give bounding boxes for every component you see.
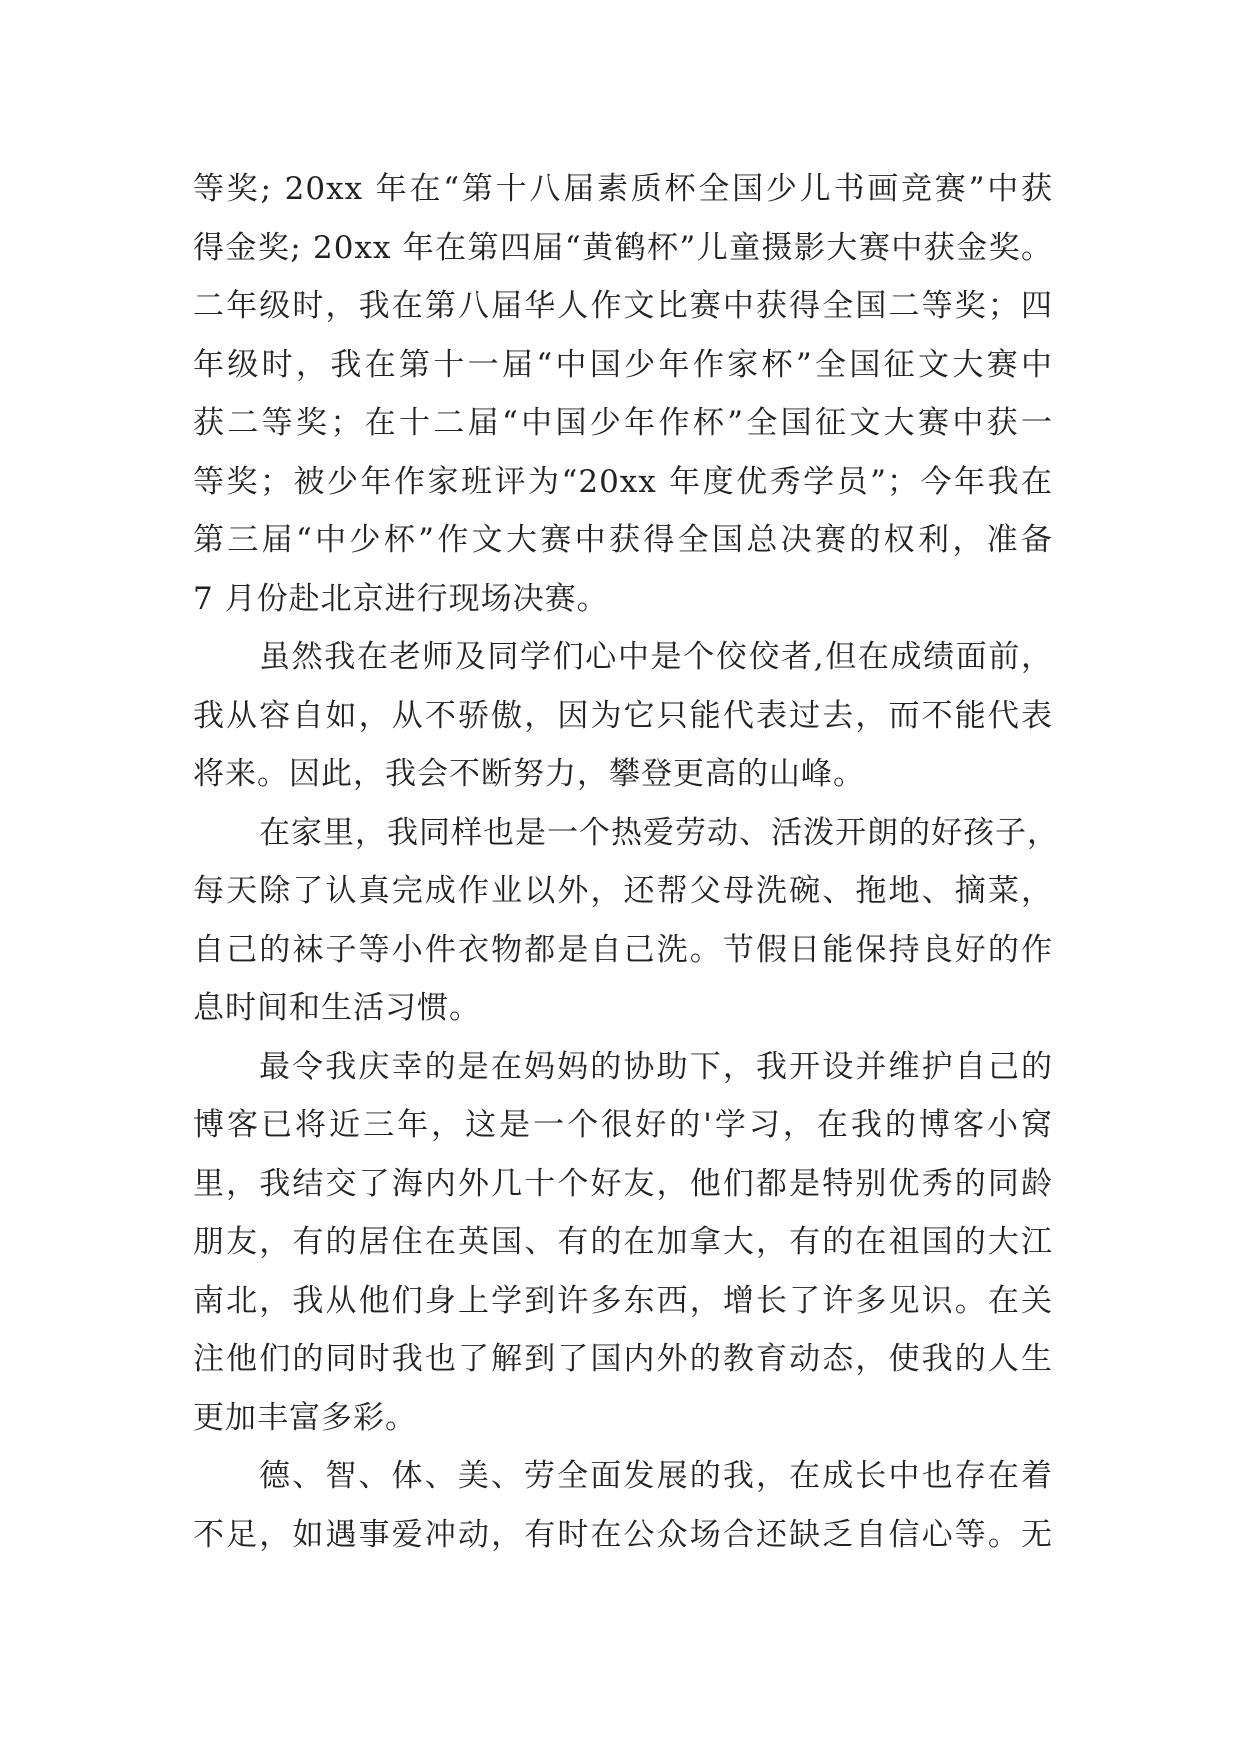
text-line: 德、智、体、美、劳全面发展的我，在成长中也存在着 [259,1458,1053,1494]
document-body [193,160,1059,1564]
text-line: 南北，我从他们身上学到许多东西，增长了许多见识。在关 [193,1282,1053,1319]
paragraph-blog [193,1038,1053,1448]
paragraph-humility [193,628,1053,804]
text-line: 获二等奖；在十二届“中国少年作杯”全国征文大赛中获一 [193,405,1053,441]
text-line: 将来。因此，我会不断努力，攀登更高的山峰。 [193,756,865,792]
text-line: 在家里，我同样也是一个热爱劳动、活泼开朗的好孩子， [259,814,1059,851]
text-line: 自己的袜子等小件衣物都是自己洗。节假日能保持良好的作 [193,931,1053,968]
text-line: 最令我庆幸的是在妈妈的协助下，我开设并维护自己的 [259,1048,1053,1085]
text-line: 不足，如遇事爱冲动，有时在公众场合还缺乏自信心等。无 [193,1516,1053,1553]
text-line: 更加丰富多彩。 [193,1399,417,1436]
paragraph-awards [193,160,1053,628]
paragraph-shortcomings [193,1447,1053,1564]
text-line: 注他们的同时我也了解到了国内外的教育动态，使我的人生 [193,1341,1053,1377]
text-line: 年级时，我在第十一届“中国少年作家杯”全国征文大赛中 [193,346,1053,383]
paragraph-home-life [193,804,1059,1038]
text-line: 7 月份赴北京进行现场决赛。 [193,580,609,617]
text-line: 朋友，有的居住在英国、有的在加拿大，有的在祖国的大江 [193,1224,1053,1260]
text-line: 里，我结交了海内外几十个好友，他们都是特别优秀的同龄 [193,1165,1053,1202]
text-line: 虽然我在老师及同学们心中是个佼佼者,但在成绩面前， [259,639,1053,675]
text-line: 得金奖; 20xx 年在第四届“黄鹤杯”儿童摄影大赛中获金奖。 [193,229,1053,266]
text-line: 每天除了认真完成作业以外，还帮父母洗碗、拖地、摘菜， [193,873,1053,909]
text-line: 我从容自如，从不骄傲，因为它只能代表过去，而不能代表 [193,697,1053,734]
text-line: 第三届“中少杯”作文大赛中获得全国总决赛的权利，准备 [193,522,1053,558]
text-line: 息时间和生活习惯。 [193,990,481,1026]
text-line: 等奖；被少年作家班评为“20xx 年度优秀学员”；今年我在 [193,463,1053,500]
text-line: 等奖; 20xx 年在“第十八届素质杯全国少儿书画竞赛”中获 [193,171,1053,207]
text-line: 博客已将近三年，这是一个很好的'学习，在我的博客小窝 [193,1107,1053,1143]
text-line: 二年级时，我在第八届华人作文比赛中获得全国二等奖；四 [193,288,1053,324]
